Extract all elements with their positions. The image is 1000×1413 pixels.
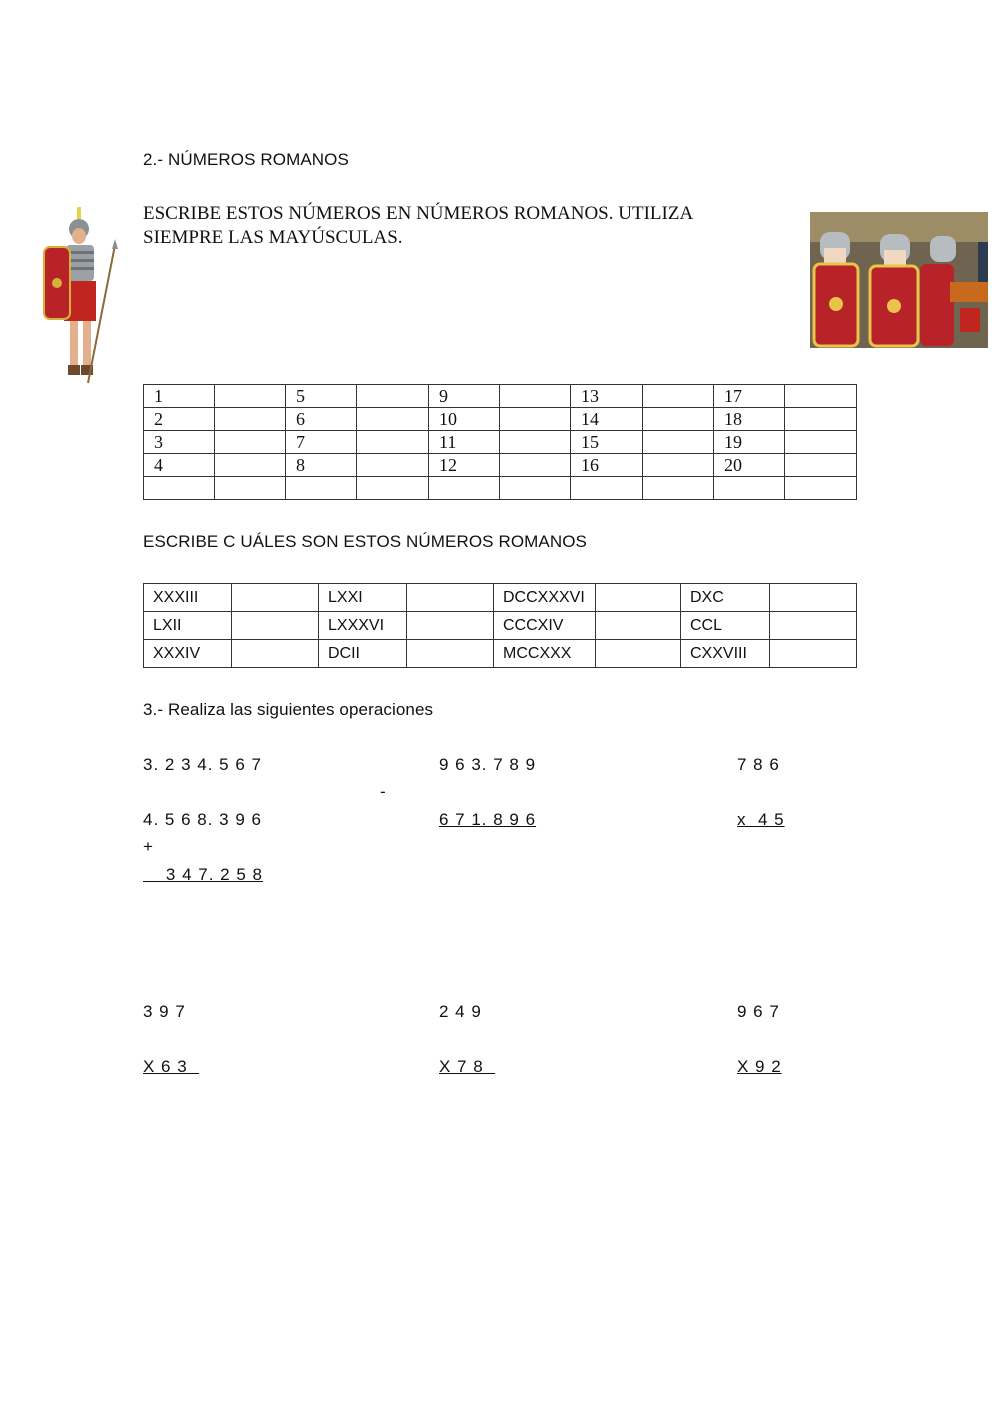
roman-table-answer-cell[interactable]	[770, 612, 857, 640]
arabic-table-value-cell: 8	[286, 454, 357, 477]
arabic-table-answer-cell[interactable]	[785, 431, 857, 454]
roman-table-value-cell: LXII	[144, 612, 232, 640]
multiplication-1-operand-2: x 4 5	[737, 810, 785, 829]
roman-table-value-cell: LXXXVI	[319, 612, 407, 640]
section-2-title: 2.- NÚMEROS ROMANOS	[143, 150, 349, 169]
instruction-text	[143, 202, 763, 250]
arabic-table-answer-cell[interactable]	[643, 454, 714, 477]
arabic-table-answer-cell[interactable]	[215, 477, 286, 500]
roman-table-value-cell: DXC	[681, 584, 770, 612]
roman-table-title: ESCRIBE C UÁLES SON ESTOS NÚMEROS ROMANOS	[143, 532, 587, 551]
roman-table-value-cell: XXXIV	[144, 640, 232, 668]
arabic-table-answer-cell[interactable]	[785, 408, 857, 431]
roman-table-answer-cell[interactable]	[232, 584, 319, 612]
arabic-table-answer-cell[interactable]	[357, 408, 429, 431]
roman-table-row	[144, 584, 857, 612]
arabic-table-value-cell: 12	[429, 454, 500, 477]
addition-operator: +	[143, 837, 154, 856]
addition-operand-3: 3 4 7. 2 5 8	[143, 865, 263, 884]
subtraction-operand-1: 9 6 3. 7 8 9	[439, 755, 537, 774]
arabic-table-answer-cell[interactable]	[215, 431, 286, 454]
roman-table-value-cell: XXXIII	[144, 584, 232, 612]
multiplication-2-operand-1: 3 9 7	[143, 1002, 186, 1021]
arabic-table-answer-cell[interactable]	[643, 477, 714, 500]
roman-table-value-cell: DCII	[319, 640, 407, 668]
arabic-table-value-cell: 5	[286, 385, 357, 408]
arabic-table-value-cell: 3	[144, 431, 215, 454]
arabic-table-answer-cell[interactable]	[429, 477, 500, 500]
arabic-table-answer-cell[interactable]	[215, 454, 286, 477]
arabic-table-value-cell: 7	[286, 431, 357, 454]
roman-table-row	[144, 612, 857, 640]
arabic-table-answer-cell[interactable]	[357, 385, 429, 408]
roman-table-answer-cell[interactable]	[407, 612, 494, 640]
roman-table-answer-cell[interactable]	[407, 640, 494, 668]
arabic-table-answer-cell[interactable]	[357, 431, 429, 454]
roman-table-answer-cell[interactable]	[596, 612, 681, 640]
arabic-table-value-cell: 1	[144, 385, 215, 408]
arabic-table-value-cell: 9	[429, 385, 500, 408]
roman-table-row	[144, 640, 857, 668]
arabic-table-value-cell: 14	[571, 408, 643, 431]
multiplication-1-operand-1: 7 8 6	[737, 755, 780, 774]
arabic-table-row	[144, 385, 857, 408]
arabic-numbers-table	[143, 384, 857, 500]
arabic-table-row	[144, 477, 857, 500]
roman-table-value-cell: LXXI	[319, 584, 407, 612]
arabic-table-answer-cell[interactable]	[357, 477, 429, 500]
roman-table-answer-cell[interactable]	[770, 640, 857, 668]
roman-table-value-cell: MCCXXX	[494, 640, 596, 668]
roman-table-value-cell: CXXVIII	[681, 640, 770, 668]
roman-figures-photo	[810, 212, 988, 348]
arabic-table-answer-cell[interactable]	[500, 477, 571, 500]
roman-table-answer-cell[interactable]	[232, 612, 319, 640]
multiplication-2-operand-2: X 6 3	[143, 1057, 200, 1076]
arabic-table-value-cell: 17	[714, 385, 785, 408]
arabic-table-value-cell: 2	[144, 408, 215, 431]
arabic-table-answer-cell[interactable]	[643, 385, 714, 408]
roman-soldier-illustration	[40, 205, 122, 385]
arabic-table-row	[144, 454, 857, 477]
arabic-table-value-cell: 11	[429, 431, 500, 454]
arabic-table-value-cell: 13	[571, 385, 643, 408]
arabic-table-answer-cell[interactable]	[785, 477, 857, 500]
arabic-table-answer-cell[interactable]	[215, 408, 286, 431]
arabic-table-row	[144, 431, 857, 454]
arabic-table-value-cell: 15	[571, 431, 643, 454]
arabic-table-value-cell: 16	[571, 454, 643, 477]
arabic-table-answer-cell[interactable]	[571, 477, 643, 500]
roman-table-answer-cell[interactable]	[596, 640, 681, 668]
arabic-table-answer-cell[interactable]	[215, 385, 286, 408]
arabic-table-value-cell: 20	[714, 454, 785, 477]
arabic-table-answer-cell[interactable]	[785, 454, 857, 477]
arabic-table-answer-cell[interactable]	[500, 408, 571, 431]
arabic-table-answer-cell[interactable]	[643, 431, 714, 454]
arabic-table-row	[144, 408, 857, 431]
multiplication-4-operand-2: X 9 2	[737, 1057, 782, 1076]
roman-numbers-table	[143, 583, 857, 668]
addition-operand-2: 4. 5 6 8. 3 9 6	[143, 810, 262, 829]
arabic-table-answer-cell[interactable]	[357, 454, 429, 477]
subtraction-operand-2: 6 7 1. 8 9 6	[439, 810, 537, 829]
roman-table-answer-cell[interactable]	[770, 584, 857, 612]
arabic-table-answer-cell[interactable]	[785, 385, 857, 408]
instruction-line-1: ESCRIBE ESTOS NÚMEROS EN NÚMEROS ROMANOS. UTILIZA	[143, 203, 694, 224]
instruction-line-2: SIEMPRE LAS MAYÚSCULAS.	[143, 227, 403, 248]
subtraction-operator: -	[380, 782, 387, 801]
arabic-table-answer-cell[interactable]	[500, 431, 571, 454]
arabic-table-value-cell: 4	[144, 454, 215, 477]
multiplication-3-operand-1: 2 4 9	[439, 1002, 482, 1021]
roman-table-answer-cell[interactable]	[232, 640, 319, 668]
arabic-table-answer-cell[interactable]	[714, 477, 785, 500]
roman-table-value-cell: CCL	[681, 612, 770, 640]
roman-table-answer-cell[interactable]	[596, 584, 681, 612]
roman-table-value-cell: CCCXIV	[494, 612, 596, 640]
addition-operand-1: 3. 2 3 4. 5 6 7	[143, 755, 262, 774]
arabic-table-answer-cell[interactable]	[286, 477, 357, 500]
roman-table-answer-cell[interactable]	[407, 584, 494, 612]
roman-table-value-cell: DCCXXXVI	[494, 584, 596, 612]
arabic-table-answer-cell[interactable]	[500, 385, 571, 408]
arabic-table-value-cell: 19	[714, 431, 785, 454]
multiplication-4-operand-1: 9 6 7	[737, 1002, 780, 1021]
arabic-table-value-cell: 10	[429, 408, 500, 431]
section-3-title: 3.- Realiza las siguientes operaciones	[143, 700, 434, 719]
arabic-table-answer-cell[interactable]	[500, 454, 571, 477]
arabic-table-answer-cell[interactable]	[643, 408, 714, 431]
arabic-table-answer-cell[interactable]	[144, 477, 215, 500]
arabic-table-value-cell: 6	[286, 408, 357, 431]
multiplication-3-operand-2: X 7 8	[439, 1057, 496, 1076]
arabic-table-value-cell: 18	[714, 408, 785, 431]
